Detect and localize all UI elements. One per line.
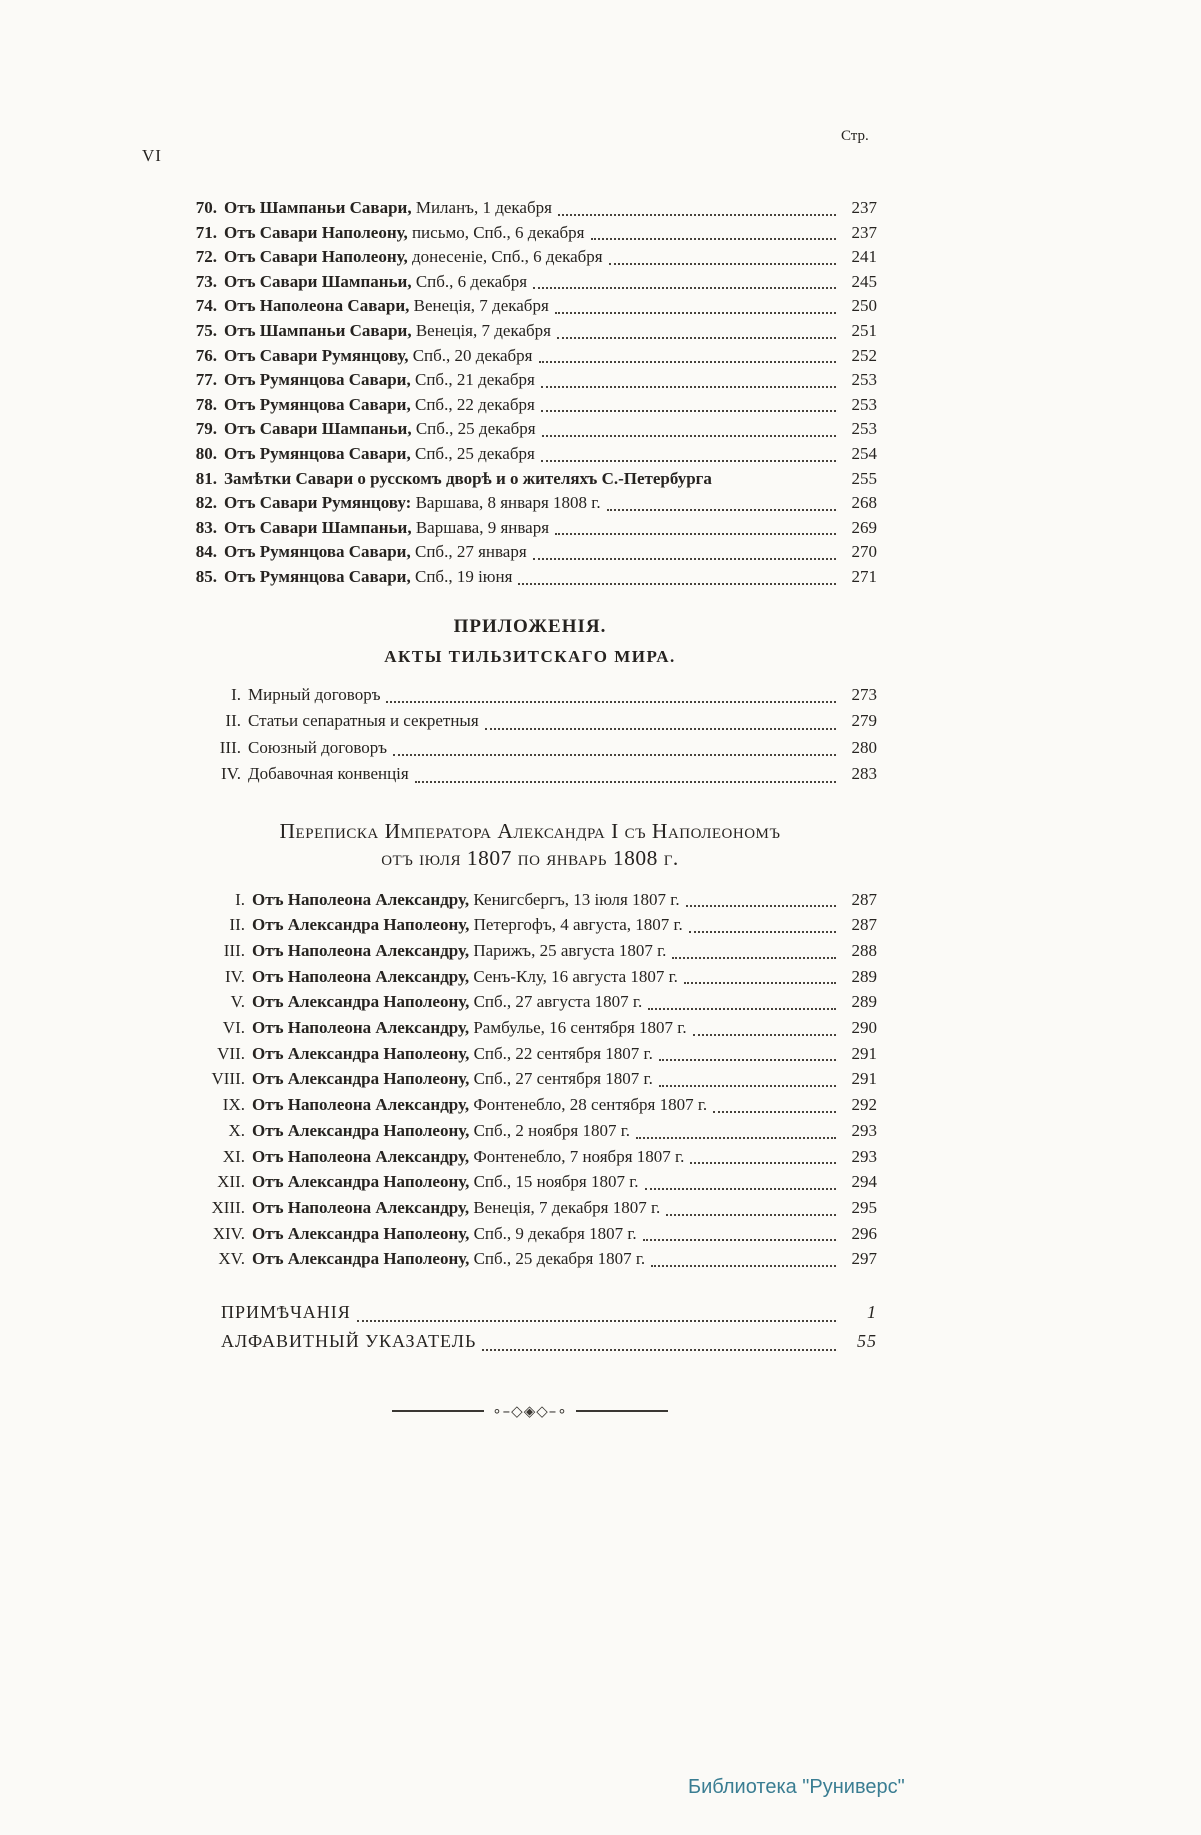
entry-page-number: 237 [851,198,877,217]
entry-number: X. [228,1120,245,1140]
entry-names: Отъ Александра Наполеону, [252,1172,470,1192]
entry-number: III. [219,737,241,757]
entry-detail: Венеція, 7 декабря [413,296,549,316]
entry-names: Отъ Александра Наполеону, [252,1249,470,1269]
entry-detail: Мирный договоръ [248,684,381,704]
entry-names: Отъ Наполеона Александру, [252,940,470,960]
dot-leader [689,931,836,933]
correspondence-heading-line1: Переписка Императора Александра I съ Наполеономъ [279,818,781,843]
dot-leader [557,337,836,339]
entry-detail: Спб., 27 января [414,542,527,562]
entry-number: 81. [195,468,217,488]
correspondence-entry-row [183,1041,877,1067]
entry-page-number: 280 [851,737,877,757]
correspondence-entry-row [183,989,877,1015]
dot-leader [651,1265,836,1267]
entry-number: III. [223,940,245,960]
correspondence-entry-row [183,1246,877,1272]
entry-names: Отъ Савари Наполеону, [224,222,408,242]
entry-page-number: 292 [851,1095,877,1115]
entry-detail: Спб., 6 декабря [415,271,528,291]
entry-detail: Венеція, 7 декабря [415,320,551,340]
entry-detail: Варшава, 8 января 1808 г. [415,493,601,513]
entry-text [252,1118,630,1144]
entry-names: Отъ Наполеона Александру, [252,1095,470,1115]
entry-detail: Миланъ, 1 декабря [415,198,552,217]
entry-names: Отъ Савари Шампаньи, [224,517,412,537]
toc-main-list [183,196,877,590]
entry-text [224,221,585,246]
entry-page-number: 55 [857,1331,877,1352]
dot-leader [609,263,836,265]
toc-entry-row [183,221,877,246]
dot-leader [659,1059,836,1061]
entry-detail: Союзный договоръ [248,737,388,757]
entry-number: 74. [195,296,217,316]
correspondence-entry-row [183,1169,877,1195]
entry-page-number: 295 [851,1197,877,1217]
entry-text [224,491,601,516]
entry-number: I. [231,684,241,704]
dot-leader [607,509,836,511]
toc-entry-row [183,270,877,295]
entry-detail: донесеніе, Спб., 6 декабря [411,247,603,267]
entry-page-number: 245 [851,271,877,291]
entry-detail: письмо, Спб., 6 декабря [411,222,585,242]
correspondence-entry-row [183,1118,877,1144]
dot-leader [713,1111,836,1113]
page-content [183,196,877,1420]
entry-detail: Статьи сепаратныя и секретныя [248,711,479,730]
entry-text [224,516,549,541]
entry-detail: Спб., 15 ноября 1807 г. [473,1172,639,1192]
entry-number: 83. [195,517,217,537]
entry-text [252,964,678,990]
entry-detail: Спб., 27 августа 1807 г. [473,992,643,1012]
toc-entry-row [183,393,877,418]
entry-detail: Парижъ, 25 августа 1807 г. [473,940,667,960]
dot-leader [636,1137,836,1139]
appendix-list [183,682,877,788]
entry-text [252,1195,660,1221]
correspondence-entry-row [183,1144,877,1170]
entry-number: 84. [195,542,217,562]
entry-detail: Сенъ-Клу, 16 августа 1807 г. [473,966,678,986]
entry-text [248,682,380,709]
entry-names: Отъ Наполеона Савари, [224,296,410,316]
entry-number: 75. [195,320,217,340]
entry-names: Отъ Савари Румянцову, [224,345,409,365]
entry-detail: АЛФАВИТНЫЙ УКАЗАТЕЛЬ [221,1331,477,1352]
correspondence-list [183,887,877,1273]
entry-number: 71. [195,222,217,242]
dot-leader [686,905,836,907]
toc-entry-row [183,442,877,467]
entry-text [224,467,712,492]
toc-entry-row [183,565,877,590]
dot-leader [533,558,836,560]
entry-detail: Спб., 25 декабря 1807 г. [473,1249,646,1269]
entry-detail: Венеція, 7 декабря 1807 г. [473,1197,661,1217]
dot-leader [659,1085,836,1087]
entry-page-number: 250 [851,296,877,316]
entry-text [224,270,527,295]
entry-detail: Фонтенебло, 7 ноября 1807 г. [473,1146,685,1166]
dot-leader [690,1162,836,1164]
entry-detail: Спб., 2 ноября 1807 г. [473,1120,631,1140]
entry-names: Отъ Наполеона Александру, [252,889,470,909]
entry-page-number: 290 [851,1018,877,1038]
entry-text [248,761,409,788]
entry-text [221,1327,476,1356]
entry-page-number: 293 [851,1120,877,1140]
dot-leader [482,1349,836,1351]
dot-leader [541,410,836,412]
entry-page-number: 294 [851,1172,877,1192]
entry-names: Отъ Наполеона Александру, [252,1146,470,1166]
entry-text [252,1221,637,1247]
correspondence-entry-row [183,938,877,964]
dot-leader [539,361,837,363]
entry-number: IV. [225,966,245,986]
entry-names: Отъ Румянцова Савари, [224,542,411,562]
ornament-divider [183,1402,877,1420]
entry-text [252,1169,639,1195]
dot-leader [555,533,836,535]
ornament-center-icon: ∘–◇◈◇–∘ [492,1402,568,1421]
entry-text [248,735,387,762]
toc-entry-row [183,516,877,541]
correspondence-entry-row [183,964,877,990]
appendix-entry-row [183,761,877,788]
entry-number: II. [229,915,245,935]
ornament-line-right [576,1410,668,1412]
entry-number: IV. [221,764,241,783]
dot-leader [541,386,836,388]
entry-names: Отъ Савари Наполеону, [224,247,408,267]
entry-text [252,938,666,964]
dot-leader [693,1034,836,1036]
entry-names: Отъ Александра Наполеону, [252,1223,470,1243]
entry-page-number: 253 [851,394,877,414]
entry-number: XII. [217,1172,245,1192]
toc-entry-row [183,491,877,516]
entry-text [252,1041,653,1067]
toc-entry-row [183,196,877,221]
entry-page-number: 279 [851,711,877,730]
toc-entry-row [183,344,877,369]
entry-page-number: 254 [851,443,877,463]
appendix-entry-row [183,708,877,735]
entry-detail: Спб., 22 декабря [414,394,535,414]
entry-text [252,887,680,913]
entry-names: Отъ Александра Наполеону, [252,992,470,1012]
watermark-library-credit: Библиотека "Руниверс" [688,1776,905,1798]
entry-page-number: 289 [851,966,877,986]
dot-leader [518,583,836,585]
closing-entry-row [221,1298,877,1327]
entry-text [224,393,535,418]
toc-entry-row [183,368,877,393]
entry-number: VII. [217,1043,245,1063]
entry-detail: Спб., 27 сентября 1807 г. [473,1069,653,1089]
entry-number: 72. [195,247,217,267]
entry-number: 78. [195,394,217,414]
entry-number: 73. [195,271,217,291]
correspondence-entry-row [183,887,877,913]
entry-page-number: 270 [851,542,877,562]
entry-page-number: 293 [851,1146,877,1166]
entry-number: IX. [222,1095,245,1115]
entry-text [221,1298,351,1327]
dot-leader [541,460,836,462]
entry-names: Отъ Румянцова Савари, [224,566,411,586]
dot-leader [386,701,836,703]
entry-number: 76. [195,345,217,365]
entry-text [224,540,527,565]
entry-detail: Петергофъ, 4 августа, 1807 г. [473,915,683,935]
entry-detail: Добавочная конвенція [248,764,409,783]
entry-page-number: 251 [851,320,877,340]
entry-number: XIII. [211,1197,245,1217]
entry-number: 82. [195,493,217,513]
toc-entry-row [183,467,877,492]
entry-number: 85. [195,566,217,586]
entry-number: XIV. [212,1223,245,1243]
closing-entry-row [221,1327,877,1356]
entry-page-number: 255 [851,468,877,488]
dot-leader [542,435,836,437]
entry-names: Отъ Александра Наполеону, [252,915,470,935]
entry-number: VIII. [211,1069,245,1089]
entry-text [224,245,603,270]
toc-entry-row [183,294,877,319]
entry-names: Отъ Наполеона Александру, [252,1197,470,1217]
correspondence-entry-row [183,912,877,938]
entry-text [224,344,533,369]
entry-detail: Спб., 9 декабря 1807 г. [473,1223,637,1243]
entry-page-number: 288 [851,940,877,960]
appendix-entry-row [183,682,877,709]
entry-page-number: 268 [851,493,877,513]
entry-names: Отъ Савари Шампаньи, [224,419,412,439]
appendix-title: ПРИЛОЖЕНІЯ. [453,615,607,637]
entry-text [252,989,642,1015]
entry-text [224,196,552,221]
entry-number: 77. [195,370,217,390]
entry-text [224,417,536,442]
ornament-line-left [392,1410,484,1412]
toc-entry-row [183,540,877,565]
entry-number: 80. [195,443,217,463]
toc-entry-row [183,319,877,344]
entry-page-number: 289 [851,992,877,1012]
entry-page-number: 271 [851,566,877,586]
entry-detail: Рамбулье, 16 сентября 1807 г. [473,1018,687,1038]
toc-entry-row [183,417,877,442]
entry-text [252,912,683,938]
entry-page-number: 291 [851,1069,877,1089]
entry-page-number: 283 [851,764,877,783]
entry-page-number: 287 [851,889,877,909]
dot-leader [357,1320,836,1322]
dot-leader [648,1008,836,1010]
page-folio: VI [142,146,162,165]
entry-text [224,442,535,467]
entry-number: I. [235,889,245,909]
dot-leader [555,312,836,314]
correspondence-heading-line2: отъ іюля 1807 по январь 1808 г. [381,845,679,870]
entry-page-number: 253 [851,370,877,390]
entry-text [224,565,512,590]
entry-names: Отъ Савари Шампаньи, [224,271,412,291]
entry-names: Отъ Шампаньи Савари, [224,198,412,217]
entry-number: VI. [222,1018,245,1038]
correspondence-entry-row [183,1066,877,1092]
entry-text [252,1015,687,1041]
closing-list [183,1298,877,1356]
entry-number: 70. [195,198,217,217]
dot-leader [533,287,836,289]
entry-page-number: 287 [851,915,877,935]
dot-leader [558,214,836,216]
entry-names: Отъ Наполеона Александру, [252,1018,470,1038]
entry-detail: ПРИМѢЧАНІЯ [221,1302,351,1323]
entry-text [224,368,535,393]
dot-leader [485,728,836,730]
dot-leader [645,1188,836,1190]
correspondence-entry-row [183,1092,877,1118]
entry-page-number: 253 [851,419,877,439]
entry-names: Отъ Румянцова Савари, [224,370,411,390]
entry-detail: Спб., 22 сентября 1807 г. [473,1043,653,1063]
dot-leader [643,1239,836,1241]
entry-names: Отъ Савари Румянцову: [224,493,412,513]
entry-detail: Спб., 25 декабря [415,419,536,439]
correspondence-heading [183,818,877,872]
appendix-subtitle: АКТЫ ТИЛЬЗИТСКАГО МИРА. [384,646,676,666]
entry-page-number: 252 [851,345,877,365]
entry-detail: Варшава, 9 января [415,517,550,537]
correspondence-entry-row [183,1195,877,1221]
entry-text [252,1066,653,1092]
entry-text [224,294,549,319]
entry-detail: Спб., 20 декабря [412,345,533,365]
entry-names: Замѣтки Савари о русскомъ дворѣ и о жителяхъ С.-Петербурга [224,468,712,488]
entry-detail: Кенигсбергъ, 13 іюля 1807 г. [473,889,680,909]
page-column-header: Стр. [841,128,869,144]
dot-leader [415,781,836,783]
entry-text [252,1144,684,1170]
entry-page-number: 273 [851,684,877,704]
correspondence-entry-row [183,1015,877,1041]
entry-number: II. [225,711,241,730]
dot-leader [666,1214,836,1216]
entry-names: Отъ Шампаньи Савари, [224,320,412,340]
entry-number: V. [230,992,245,1012]
entry-names: Отъ Александра Наполеону, [252,1069,470,1089]
entry-detail: Спб., 19 іюня [414,566,513,586]
entry-names: Отъ Наполеона Александру, [252,966,470,986]
correspondence-entry-row [183,1221,877,1247]
entry-names: Отъ Александра Наполеону, [252,1043,470,1063]
entry-page-number: 296 [851,1223,877,1243]
appendix-entry-row [183,735,877,762]
entry-detail: Спб., 21 декабря [414,370,535,390]
dot-leader [684,982,836,984]
dot-leader [393,754,836,756]
entry-names: Отъ Румянцова Савари, [224,394,411,414]
entry-text [248,708,479,735]
entry-page-number: 269 [851,517,877,537]
entry-detail: Спб., 25 декабря [414,443,535,463]
entry-page-number: 241 [851,247,877,267]
dot-leader [672,957,836,959]
entry-text [252,1246,645,1272]
entry-text [224,319,551,344]
entry-page-number: 237 [851,222,877,242]
entry-number: XV. [218,1249,245,1269]
entry-text [252,1092,707,1118]
entry-page-number: 291 [851,1043,877,1063]
dot-leader [591,238,836,240]
entry-number: 79. [195,419,217,439]
entry-names: Отъ Александра Наполеону, [252,1120,470,1140]
entry-number: XI. [222,1146,245,1166]
entry-names: Отъ Румянцова Савари, [224,443,411,463]
entry-detail: Фонтенебло, 28 сентября 1807 г. [473,1095,708,1115]
toc-entry-row [183,245,877,270]
entry-page-number: 297 [851,1249,877,1269]
entry-page-number: 1 [867,1302,877,1323]
